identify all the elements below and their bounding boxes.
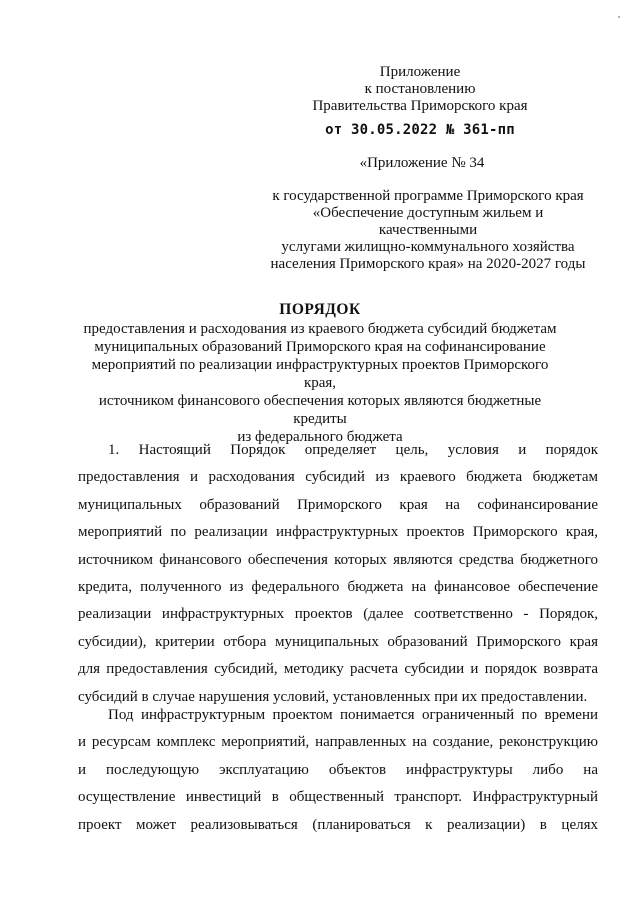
paragraph-line: осуществление инвестиций в общественный транспорт. Инфраструктурный (78, 789, 598, 806)
registration-number: от 30.05.2022 № 361-пп (325, 122, 515, 138)
government-label: Правительства Приморского края (312, 98, 528, 114)
subtitle-line: из федерального бюджета (237, 429, 403, 445)
subtitle-line: муниципальных образований Приморского края на софинансирование (94, 339, 546, 355)
appendix-header (300, 64, 540, 115)
scan-speck (618, 16, 620, 18)
paragraph-line: субсидии), критерии отбора муниципальных образований Приморского края (78, 633, 598, 650)
program-line: услугами жилищно-коммунального хозяйства (281, 239, 575, 255)
program-line: «Обеспечение доступным жильем и качественными (312, 205, 544, 238)
paragraph-line: кредита, полученного из федерального бюджета на финансовое обеспечение (78, 579, 598, 596)
program-line: населения Приморского края» на 2020-2027 годы (270, 256, 586, 272)
paragraph-line: мероприятий по реализации инфраструктурных проектов Приморского края, (78, 524, 598, 541)
document-subtitle (80, 320, 560, 446)
subtitle-line: предоставления и расходования из краевого бюджета субсидий бюджетам (83, 321, 557, 337)
document-title: ПОРЯДОК (279, 301, 361, 318)
appendix-number: «Приложение № 34 (359, 155, 485, 171)
paragraph-line: Под инфраструктурным проектом понимается ограниченный по времени (108, 707, 598, 723)
program-reference (262, 188, 594, 273)
paragraph-line: и последующую эксплуатацию объектов инфраструктуры либо на (78, 761, 598, 778)
paragraph-2 (78, 702, 598, 839)
paragraph-line: проект может реализовываться (планироваться к реализации) в целях (78, 816, 598, 833)
paragraph-line: и ресурсам комплекс мероприятий, направленных на создание, реконструкцию (78, 734, 598, 751)
paragraph-line: для предоставления субсидий, методику расчета субсидии и порядок возврата (78, 661, 598, 678)
paragraph-line: источником финансового обеспечения которых являются средства бюджетного (78, 551, 598, 568)
paragraph-line: субсидий в случае нарушения условий, установленных при их предоставлении. (78, 688, 588, 705)
paragraph-line: реализации инфраструктурных проектов (далее соответственно - Порядок, (78, 606, 598, 623)
paragraph-1 (78, 437, 598, 711)
subtitle-line: источником финансового обеспечения которых являются бюджетные кредиты (98, 393, 542, 427)
subtitle-line: мероприятий по реализации инфраструктурных проектов Приморского края, (91, 357, 549, 391)
paragraph-line: 1. Настоящий Порядок определяет цель, условия и порядок (108, 442, 598, 458)
appendix-label: Приложение (379, 64, 461, 80)
resolution-label: к постановлению (364, 81, 476, 97)
paragraph-line: предоставления и расходования субсидий из краевого бюджета бюджетам (78, 469, 598, 486)
paragraph-line: муниципальных образований Приморского края на софинансирование (78, 496, 598, 513)
program-line: к государственной программе Приморского края (272, 188, 584, 204)
